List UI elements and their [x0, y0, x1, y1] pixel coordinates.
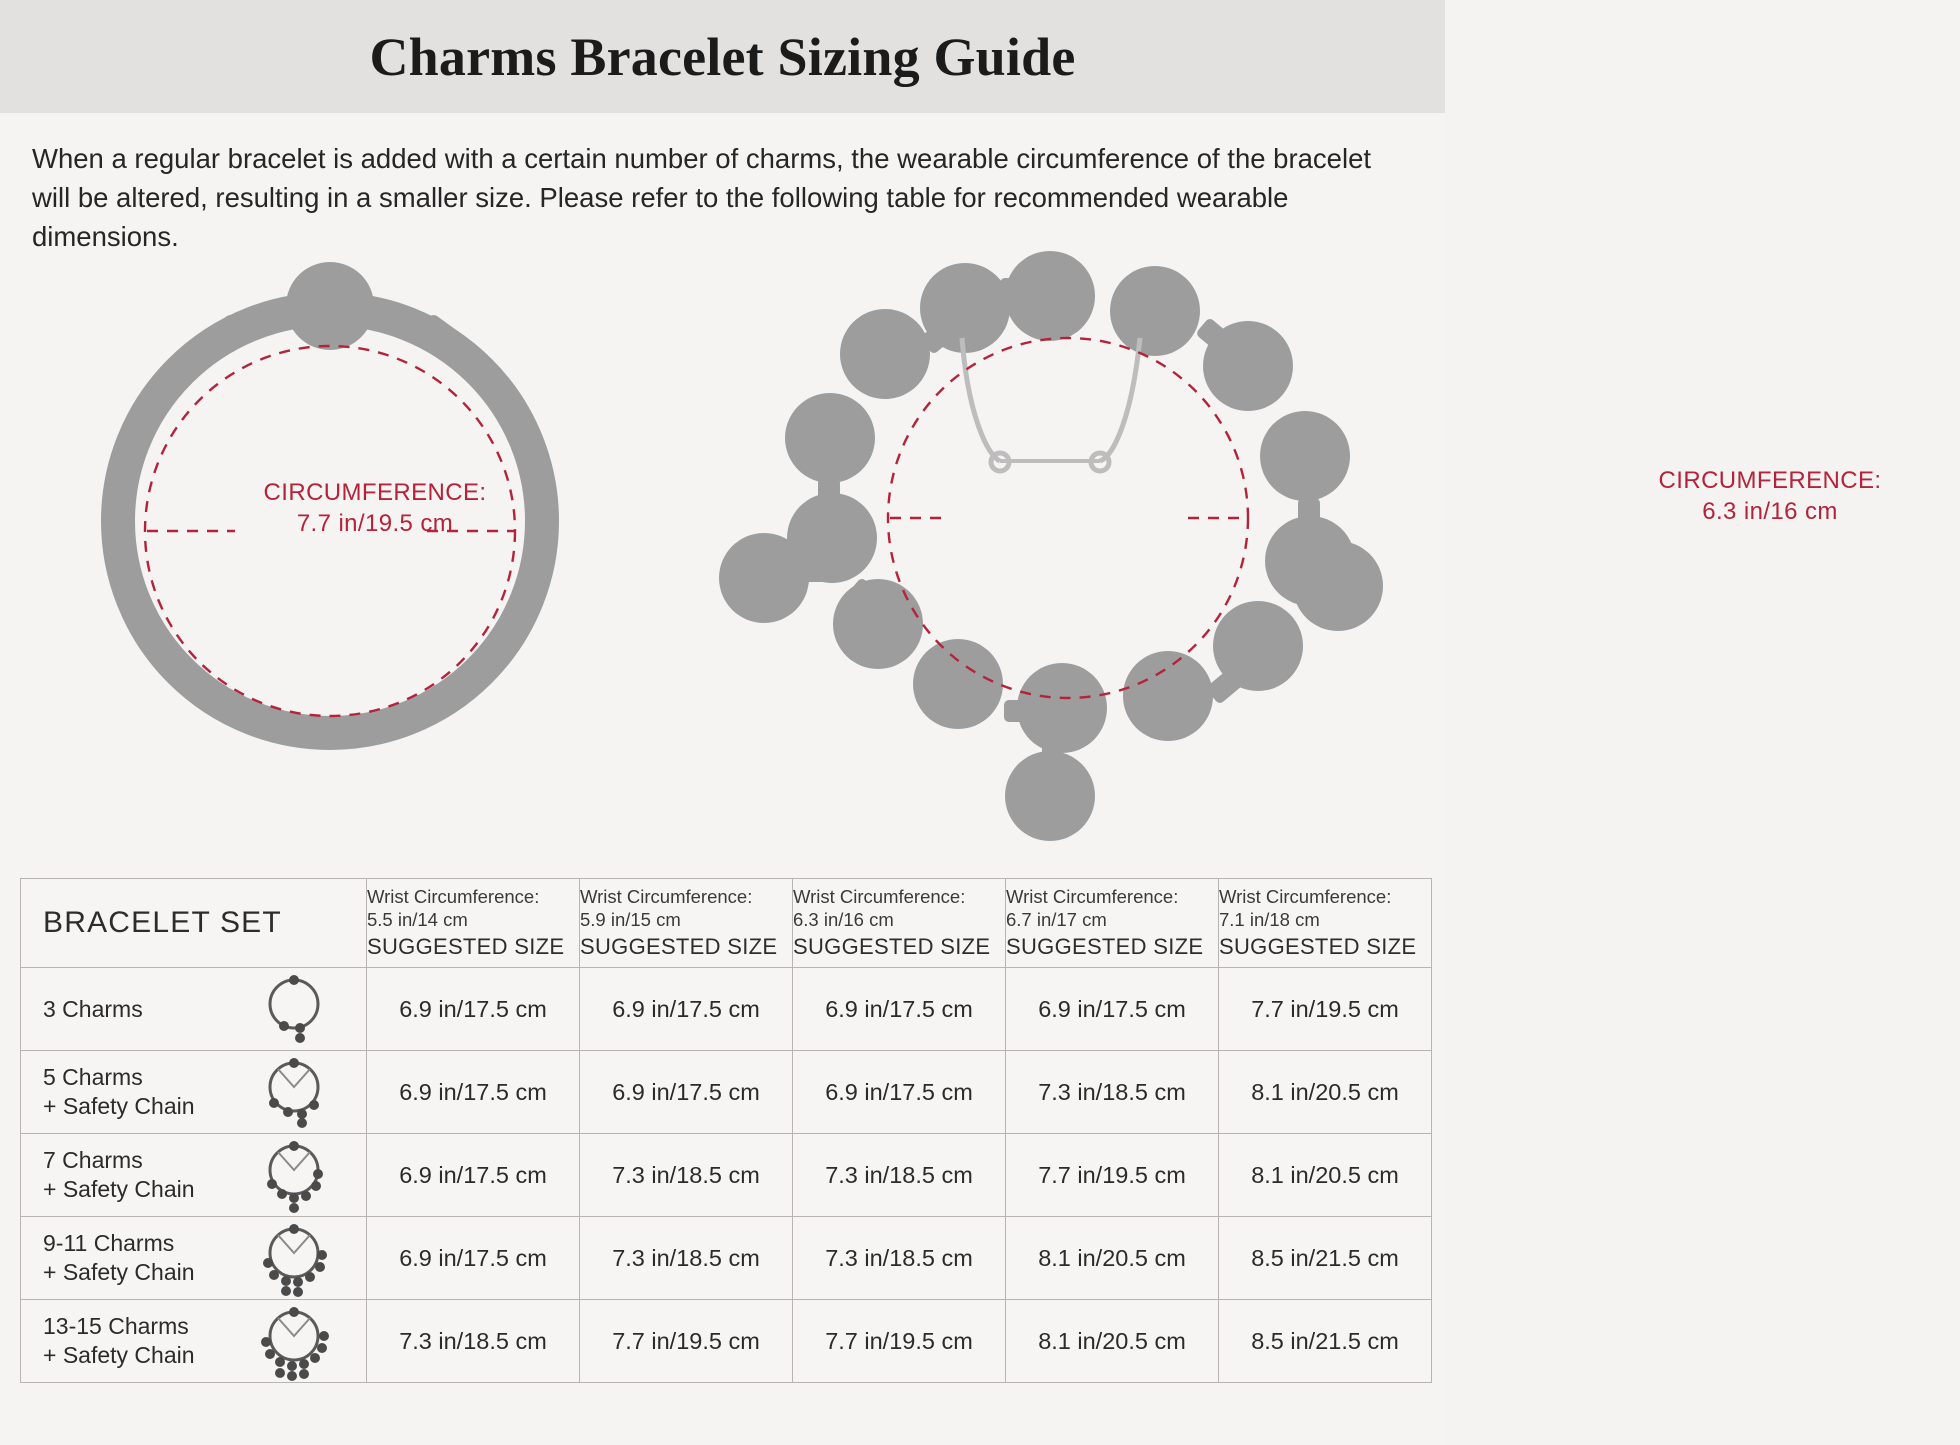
- intro-paragraph: When a regular bracelet is added with a certain number of charms, the wearable circumference of the bracelet will be altered, resulting in a smaller size. Please refer to the following table for recommended wearable dimensions.: [32, 143, 1372, 253]
- charm-bracelet-dimension: [1580, 466, 1960, 527]
- table-row: [21, 1300, 1432, 1383]
- cell-0-3: 6.9 in/17.5 cm: [1006, 968, 1219, 1051]
- sizing-table-wrapper: [20, 878, 1425, 1383]
- cell-3-0: 6.9 in/17.5 cm: [367, 1217, 580, 1300]
- column-header-2: [793, 879, 1006, 968]
- column-header-3-title: Wrist Circumference:: [1006, 886, 1179, 908]
- row-header-3-line1: 9-11 Charms: [43, 1230, 175, 1257]
- cell-0-2: 6.9 in/17.5 cm: [793, 968, 1006, 1051]
- bracelet-set-label: BRACELET SET: [43, 906, 282, 939]
- column-header-2-size: 6.3 in/16 cm: [793, 908, 894, 930]
- column-header-4-suggested: SUGGESTED SIZE: [1219, 933, 1417, 959]
- cell-4-1: 7.7 in/19.5 cm: [580, 1300, 793, 1383]
- bracelet-3-charms-icon: [244, 974, 344, 1044]
- row-header-4: [21, 1300, 367, 1383]
- charm-bracelet-dimension-value: 6.3 in/16 cm: [1702, 497, 1838, 525]
- row-header-1-line1: 5 Charms: [43, 1064, 143, 1091]
- page-header: [0, 0, 1445, 113]
- cell-4-2: 7.7 in/19.5 cm: [793, 1300, 1006, 1383]
- column-header-0-size: 5.5 in/14 cm: [367, 908, 468, 930]
- row-header-0: [21, 968, 367, 1051]
- table-row: [21, 1217, 1432, 1300]
- plain-bracelet-dimension-title: CIRCUMFERENCE:: [263, 479, 487, 507]
- page-title: Charms Bracelet Sizing Guide: [369, 26, 1076, 87]
- cell-2-3: 7.7 in/19.5 cm: [1006, 1134, 1219, 1217]
- cell-1-1: 6.9 in/17.5 cm: [580, 1051, 793, 1134]
- cell-3-4: 8.5 in/21.5 cm: [1219, 1217, 1432, 1300]
- cell-2-2: 7.3 in/18.5 cm: [793, 1134, 1006, 1217]
- cell-2-1: 7.3 in/18.5 cm: [580, 1134, 793, 1217]
- cell-2-0: 6.9 in/17.5 cm: [367, 1134, 580, 1217]
- plain-bracelet-dimension: [185, 478, 565, 539]
- cell-3-2: 7.3 in/18.5 cm: [793, 1217, 1006, 1300]
- cell-0-0: 6.9 in/17.5 cm: [367, 968, 580, 1051]
- sizing-table: [20, 878, 1432, 1383]
- cell-1-4: 8.1 in/20.5 cm: [1219, 1051, 1432, 1134]
- bracelet-5-charms-icon: [244, 1057, 344, 1127]
- table-row: [21, 1051, 1432, 1134]
- row-header-0-line1: 3 Charms: [43, 995, 143, 1022]
- row-header-2-line1: 7 Charms: [43, 1147, 143, 1174]
- plain-bracelet-dimension-value: 7.7 in/19.5 cm: [296, 509, 454, 537]
- cell-4-4: 8.5 in/21.5 cm: [1219, 1300, 1432, 1383]
- row-header-4-line1: 13-15 Charms: [43, 1313, 189, 1340]
- table-header-row: [21, 879, 1432, 968]
- column-header-1-title: Wrist Circumference:: [580, 886, 753, 908]
- cell-2-4: 8.1 in/20.5 cm: [1219, 1134, 1432, 1217]
- column-header-0-title: Wrist Circumference:: [367, 886, 540, 908]
- bracelet-9-11-charms-icon: [244, 1223, 344, 1293]
- cell-1-2: 6.9 in/17.5 cm: [793, 1051, 1006, 1134]
- row-header-4-line2: + Safety Chain: [43, 1342, 195, 1368]
- row-header-3-line2: + Safety Chain: [43, 1259, 195, 1285]
- cell-4-3: 8.1 in/20.5 cm: [1006, 1300, 1219, 1383]
- cell-1-0: 6.9 in/17.5 cm: [367, 1051, 580, 1134]
- column-header-2-title: Wrist Circumference:: [793, 886, 966, 908]
- plain-bracelet-diagram: [55, 256, 615, 776]
- row-header-2: [21, 1134, 367, 1217]
- column-header-0: [367, 879, 580, 968]
- column-header-3: [1006, 879, 1219, 968]
- diagram-section: [0, 256, 1882, 826]
- charm-bracelet-illustration: [700, 256, 1400, 816]
- column-header-1: [580, 879, 793, 968]
- row-header-3: [21, 1217, 367, 1300]
- cell-0-1: 6.9 in/17.5 cm: [580, 968, 793, 1051]
- table-corner-header: [21, 879, 367, 968]
- cell-1-3: 7.3 in/18.5 cm: [1006, 1051, 1219, 1134]
- column-header-1-size: 5.9 in/15 cm: [580, 908, 681, 930]
- column-header-2-suggested: SUGGESTED SIZE: [793, 933, 991, 959]
- charm-bracelet-diagram: [700, 256, 1882, 816]
- cell-3-3: 8.1 in/20.5 cm: [1006, 1217, 1219, 1300]
- column-header-3-suggested: SUGGESTED SIZE: [1006, 933, 1204, 959]
- column-header-3-size: 6.7 in/17 cm: [1006, 908, 1107, 930]
- cell-4-0: 7.3 in/18.5 cm: [367, 1300, 580, 1383]
- row-header-1-line2: + Safety Chain: [43, 1093, 195, 1119]
- column-header-0-suggested: SUGGESTED SIZE: [367, 933, 565, 959]
- column-header-4-title: Wrist Circumference:: [1219, 886, 1392, 908]
- column-header-4-size: 7.1 in/18 cm: [1219, 908, 1320, 930]
- charm-bracelet-dimension-title: CIRCUMFERENCE:: [1658, 467, 1882, 495]
- cell-3-1: 7.3 in/18.5 cm: [580, 1217, 793, 1300]
- row-header-1: [21, 1051, 367, 1134]
- table-row: [21, 968, 1432, 1051]
- cell-0-4: 7.7 in/19.5 cm: [1219, 968, 1432, 1051]
- table-row: [21, 1134, 1432, 1217]
- bracelet-13-15-charms-icon: [244, 1306, 344, 1376]
- column-header-1-suggested: SUGGESTED SIZE: [580, 933, 778, 959]
- column-header-4: [1219, 879, 1432, 968]
- bracelet-7-charms-icon: [244, 1140, 344, 1210]
- row-header-2-line2: + Safety Chain: [43, 1176, 195, 1202]
